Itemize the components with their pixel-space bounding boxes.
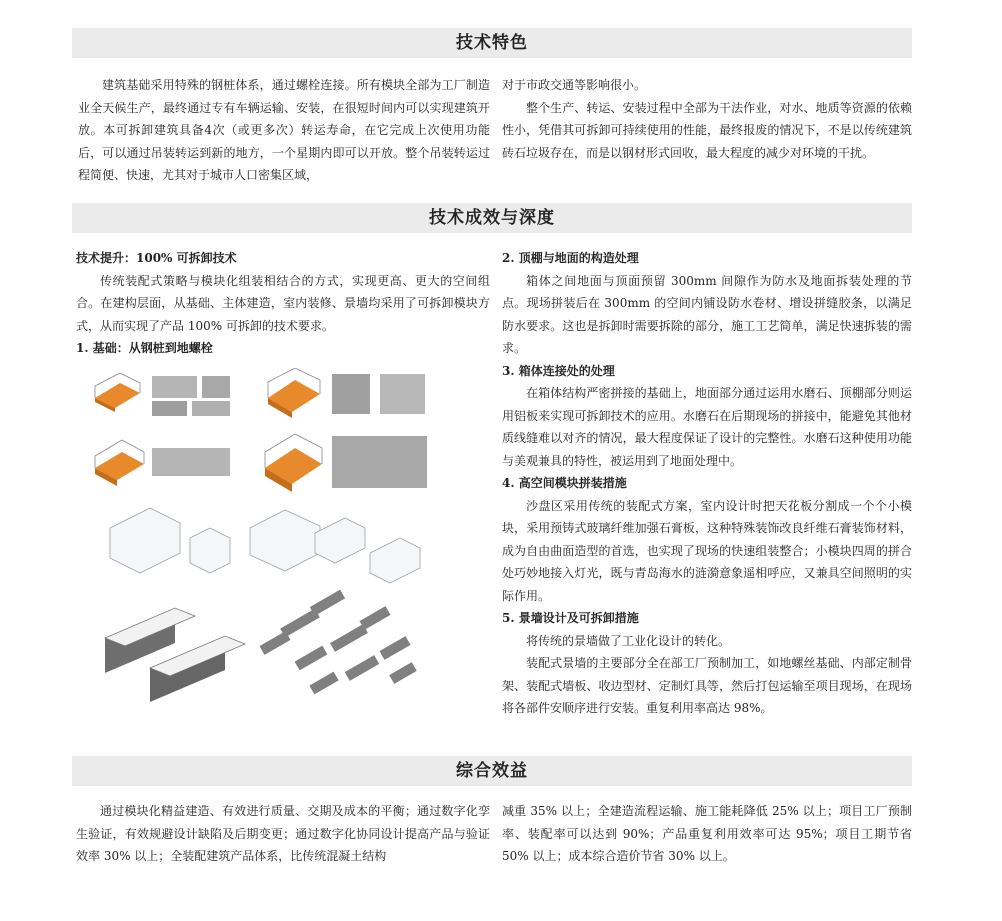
plan-1a [152, 376, 197, 398]
item4-title: 4. 高空间模块拼装措施 [502, 476, 627, 490]
item5-text-1: 将传统的景墙做了工业化设计的转化。 [526, 633, 731, 648]
benefits-paragraph-cont: 减重 35% 以上；全建造流程运输、施工能耗降低 25% 以上；项目工厂预制率、装配率可以达到 90%；产品重复利用效率可达 95%；项目工期节省 50% 以上；成本综合造价节省 30% 以上。 [502, 804, 912, 863]
orange-module-4 [265, 434, 322, 492]
item1-title: 1. 基础：从钢桩到地螺栓 [76, 341, 213, 355]
item2-text: 箱体之间地面与顶面预留 300mm 间隙作为防水及地面拆装处理的节点。现场拼装后在 300mm 的空间内铺设防水卷材、增设拼缝胶条，以满足防水要求。这也是拆卸时需要拆除的部分，施工工艺简单，满足快速拆装的需求。 [502, 273, 912, 355]
section-title-achievements: 技术成效与深度 [72, 203, 912, 233]
item3-text: 在箱体结构严密拼接的基础上，地面部分通过运用水磨石、顶棚部分则运用铝板来实现可拆卸技术的应用。水磨石在后期现场的拼接中，能避免其他材质线缝难以对齐的情况，最大程度保证了设计的完整性。水磨石这种使用功能与美观兼具的特性，被运用到了地面处理中。 [502, 386, 912, 468]
orange-module-2 [268, 368, 320, 418]
item5-text-2: 装配式景墙的主要部分全在部工厂预制加工，如地螺丝基础、内部定制骨架、装配式墙板、收边型材、定制灯具等，然后打包运输至项目现场，在现场将各部件安顺序进行安装。重复利用率高达 98%。 [502, 656, 912, 715]
features-paragraph-1-cont: 对于市政交通等影响很小。 [502, 78, 647, 92]
benefits-right-column [502, 800, 912, 868]
plan-1c [152, 401, 187, 416]
features-paragraph-1: 建筑基础采用特殊的钢桩体系，通过螺栓连接。所有模块全部为工厂制造业全天候生产，最终通过专有车辆运输、安装，在很短时间内可以实现建筑开放。本可拆卸建筑具备4次（或更多次）转运寿命，在它完成上次使用功能后，可以通过吊装转运到新的地方，一个星期内即可以开放。整个吊装转运过程简便、快速，尤其对于城市人口密集区域， [78, 78, 490, 182]
plan-2b [380, 374, 425, 414]
achievements-intro: 传统装配式策略与模块化组装相结合的方式，实现更高、更大的空间组合。在建构层面，从基础、主体建造，室内装修、景墙均采用了可拆卸模块方式，从而实现了产品 100% 可拆卸的技术要求。 [76, 273, 490, 333]
item2-title: 2. 顶棚与地面的构造处理 [502, 251, 639, 265]
features-left-column [78, 74, 490, 187]
foundation-diagram [80, 368, 490, 718]
item5-title: 5. 景墙设计及可拆卸措施 [502, 611, 639, 625]
section-title-benefits: 综合效益 [72, 756, 912, 786]
item3-title: 3. 箱体连接处的处理 [502, 363, 615, 378]
plan-3a [152, 448, 230, 476]
plan-1d [192, 401, 230, 416]
features-right-column [502, 74, 912, 164]
plan-1b [202, 376, 230, 398]
achievements-subtitle: 技术提升：100% 可拆卸技术 [76, 251, 237, 265]
plan-2a [332, 374, 370, 414]
achievements-right-column [502, 247, 912, 720]
orange-module-3 [95, 440, 144, 486]
foundation-pieces [260, 590, 417, 695]
benefits-paragraph: 通过模块化精益建造、有效进行质量、交期及成本的平衡；通过数字化孪生验证，有效规避设计缺陷及后期变更；通过数字化协同设计提高产品与验证效率 30% 以上；全装配建筑产品体系，比传统混凝土结构 [76, 804, 490, 863]
benefits-left-column [76, 800, 490, 868]
plan-4a [332, 436, 427, 488]
item4-text: 沙盘区采用传统的装配式方案，室内设计时把天花板分割成一个个小模块，采用预铸式玻璃纤维加强石膏板，这种特殊装饰改良纤维石膏装饰材料，成为自由曲面造型的首选，也实现了现场的快速组装整合；小模块四周的拼合处巧妙地接入灯光，既与青岛海水的涟漪意象遥相呼应，又兼具空间照明的实际作用。 [502, 498, 912, 603]
features-paragraph-2: 整个生产、转运、安装过程中全部为干法作业，对水、地质等资源的依赖性小，凭借其可拆卸可持续使用的性能，最终报废的情况下，不是以传统建筑砖石垃圾存在，而是以钢材形式回收，最大程度的减少对环境的干扰。 [502, 100, 912, 160]
orange-module-1 [95, 373, 140, 412]
achievements-left-column [76, 247, 490, 360]
white-models [110, 508, 420, 583]
section-title-features: 技术特色 [72, 28, 912, 58]
